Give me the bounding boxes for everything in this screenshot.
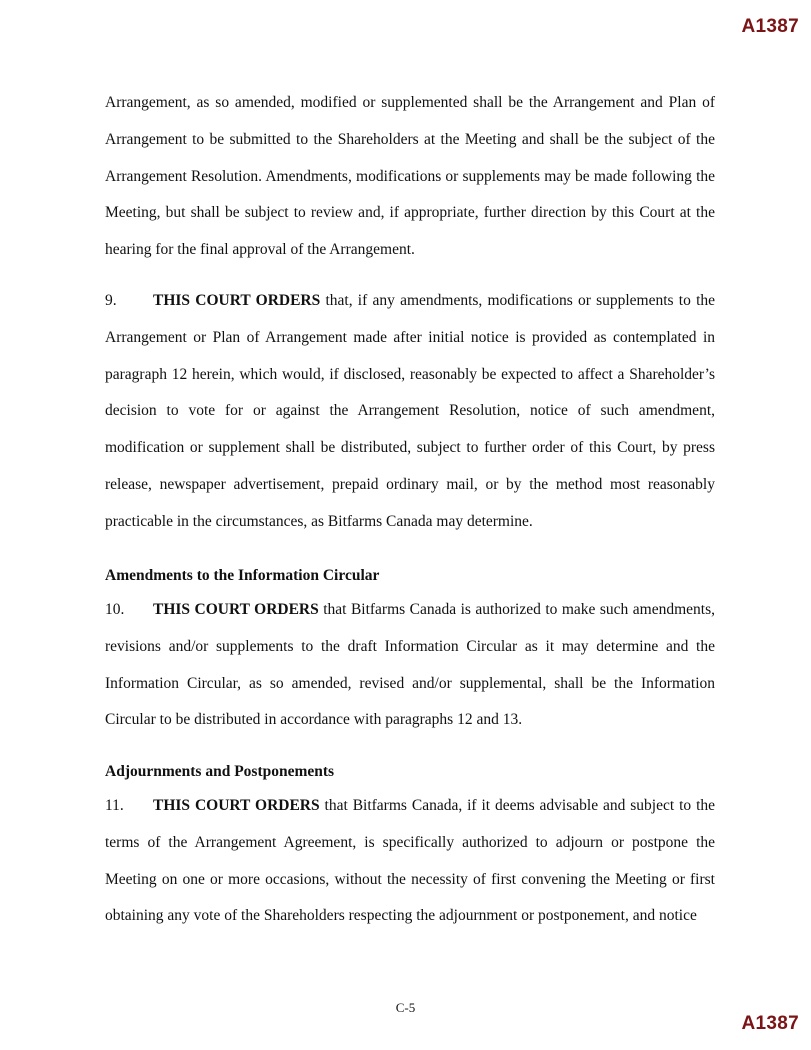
paragraph-number: 11. (105, 797, 124, 814)
paragraph-number: 9. (105, 292, 117, 309)
paragraph-11 (105, 788, 715, 935)
paragraph-lead: THIS COURT ORDERS (153, 601, 319, 618)
paragraph-text: that Bitfarms Canada, if it deems advisable and subject to the terms of the Arrangement Agreement, is specifically authorized to adjourn or postpone the Meeting on one or more occasions, without the necessity of first convening the Meeting or first obtaining any vote of the Shareholders respecting the adjournment or postponement, and notice (105, 797, 715, 925)
paragraph-8-continued (105, 85, 715, 269)
page-number: C-5 (395, 1000, 416, 1015)
exhibit-stamp-bottom: A1387 (741, 1013, 799, 1034)
paragraph-10 (105, 592, 715, 739)
exhibit-stamp-top: A1387 (741, 16, 799, 37)
section-heading: Adjournments and Postponements (105, 763, 335, 780)
paragraph-text: that Bitfarms Canada is authorized to make such amendments, revisions and/or supplements to the draft Information Circular as it may determine and the Information Circular, as so amended, revised and/or supplemental, shall be the Information Circular to be distributed in accordance with paragraphs 12 and 13. (105, 601, 715, 729)
paragraph-text: Arrangement, as so amended, modified or supplemented shall be the Arrangement and Plan of Arrangement to be submitted to the Shareholders at the Meeting and shall be the subject of the Arrangement Resolution. Amendments, modifications or supplements may be made following the Meeting, but shall be subject to review and, if appropriate, further direction by this Court at the hearing for the final approval of the Arrangement. (105, 94, 715, 259)
section-heading-adjournments (105, 762, 715, 782)
section-heading: Amendments to the Information Circular (105, 567, 380, 584)
paragraph-text: that, if any amendments, modifications or supplements to the Arrangement or Plan of Arrangement made after initial notice is provided as contemplated in paragraph 12 herein, which would, if disclosed, reasonably be expected to affect a Shareholder’s decision to vote for or against the Arrangement Resolution, notice of such amendment, modification or supplement shall be distributed, subject to further order of this Court, by press release, newspaper advertisement, prepaid ordinary mail, or by the method most reasonably practicable in the circumstances, as Bitfarms Canada may determine. (105, 292, 716, 530)
section-heading-amendments (105, 566, 715, 586)
paragraph-9 (105, 283, 715, 541)
paragraph-lead: THIS COURT ORDERS (153, 292, 321, 309)
paragraph-number: 10. (105, 601, 125, 618)
paragraph-lead: THIS COURT ORDERS (153, 797, 320, 814)
